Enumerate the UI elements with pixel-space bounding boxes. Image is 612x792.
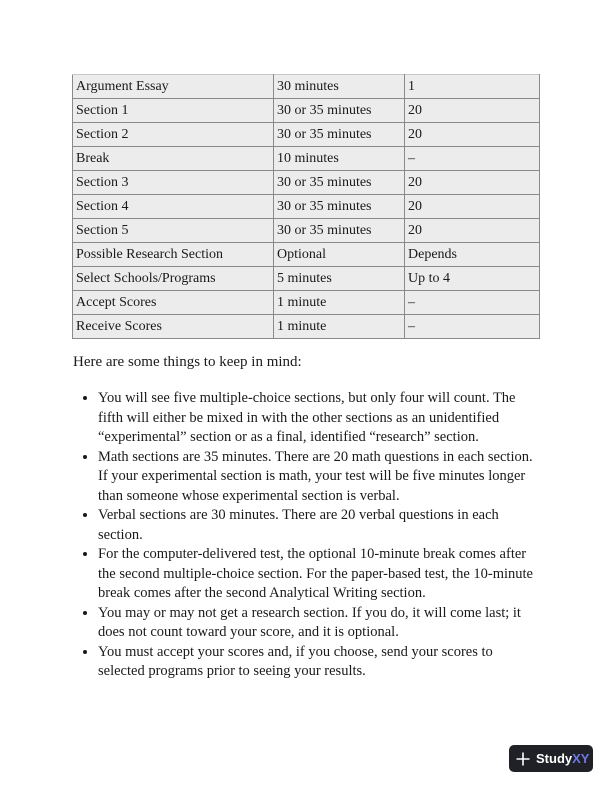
section-name-cell: Section 2 — [73, 123, 274, 147]
section-name-cell: Accept Scores — [73, 291, 274, 315]
section-name-cell: Section 4 — [73, 195, 274, 219]
questions-cell: 1 — [405, 75, 540, 99]
table-row — [73, 195, 540, 219]
table-row — [73, 243, 540, 267]
time-cell: 30 minutes — [274, 75, 405, 99]
time-cell: 30 or 35 minutes — [274, 195, 405, 219]
table-row — [73, 171, 540, 195]
notes-list — [73, 389, 541, 682]
questions-cell: – — [405, 291, 540, 315]
table-row — [73, 123, 540, 147]
table-row — [73, 147, 540, 171]
test-schedule-table — [72, 74, 540, 339]
time-cell: 30 or 35 minutes — [274, 219, 405, 243]
list-item: • You must accept your scores and, if you choose, send your scores to selected programs prior to seeing your results. — [98, 643, 541, 682]
table-row — [73, 219, 540, 243]
section-name-cell: Section 3 — [73, 171, 274, 195]
time-cell: 10 minutes — [274, 147, 405, 171]
section-name-cell: Select Schools/Programs — [73, 267, 274, 291]
section-name-cell: Break — [73, 147, 274, 171]
questions-cell: 20 — [405, 219, 540, 243]
questions-cell: – — [405, 315, 540, 339]
table-row — [73, 99, 540, 123]
questions-cell: 20 — [405, 171, 540, 195]
list-item: • For the computer-delivered test, the optional 10-minute break comes after the second multiple-choice section. For the paper-based test, the 10-minute break comes after the second Analytical Writing section. — [98, 545, 541, 604]
studyxy-badge[interactable] — [509, 745, 593, 772]
list-item: • Verbal sections are 30 minutes. There are 20 verbal questions in each section. — [98, 506, 541, 545]
badge-text-xy: XY — [572, 751, 590, 766]
section-name-cell: Section 1 — [73, 99, 274, 123]
questions-cell: 20 — [405, 195, 540, 219]
list-item: • You will see five multiple-choice sections, but only four will count. The fifth will either be mixed in with the other sections as an unidentified “experimental” section or as a final, identified “research” section. — [98, 389, 541, 448]
table-row — [73, 291, 540, 315]
time-cell: 5 minutes — [274, 267, 405, 291]
section-name-cell: Section 5 — [73, 219, 274, 243]
badge-text-study: Study — [536, 751, 573, 766]
time-cell: Optional — [274, 243, 405, 267]
time-cell: 30 or 35 minutes — [274, 171, 405, 195]
section-name-cell: Receive Scores — [73, 315, 274, 339]
section-name-cell: Argument Essay — [73, 75, 274, 99]
time-cell: 30 or 35 minutes — [274, 99, 405, 123]
list-item: • Math sections are 35 minutes. There are 20 math questions in each section. If your experimental section is math, your test will be five minutes longer than someone whose experimental section is verbal. — [98, 448, 541, 507]
intro-text: Here are some things to keep in mind: — [73, 354, 302, 370]
questions-cell: 20 — [405, 99, 540, 123]
time-cell: 1 minute — [274, 291, 405, 315]
questions-cell: Up to 4 — [405, 267, 540, 291]
questions-cell: 20 — [405, 123, 540, 147]
section-name-cell: Possible Research Section — [73, 243, 274, 267]
list-item: • You may or may not get a research section. If you do, it will come last; it does not count toward your score, and it is optional. — [98, 604, 541, 643]
questions-cell: Depends — [405, 243, 540, 267]
time-cell: 1 minute — [274, 315, 405, 339]
table-row — [73, 75, 540, 99]
plus-sparkle-icon — [516, 752, 530, 766]
time-cell: 30 or 35 minutes — [274, 123, 405, 147]
table-row — [73, 315, 540, 339]
questions-cell: – — [405, 147, 540, 171]
table-row — [73, 267, 540, 291]
